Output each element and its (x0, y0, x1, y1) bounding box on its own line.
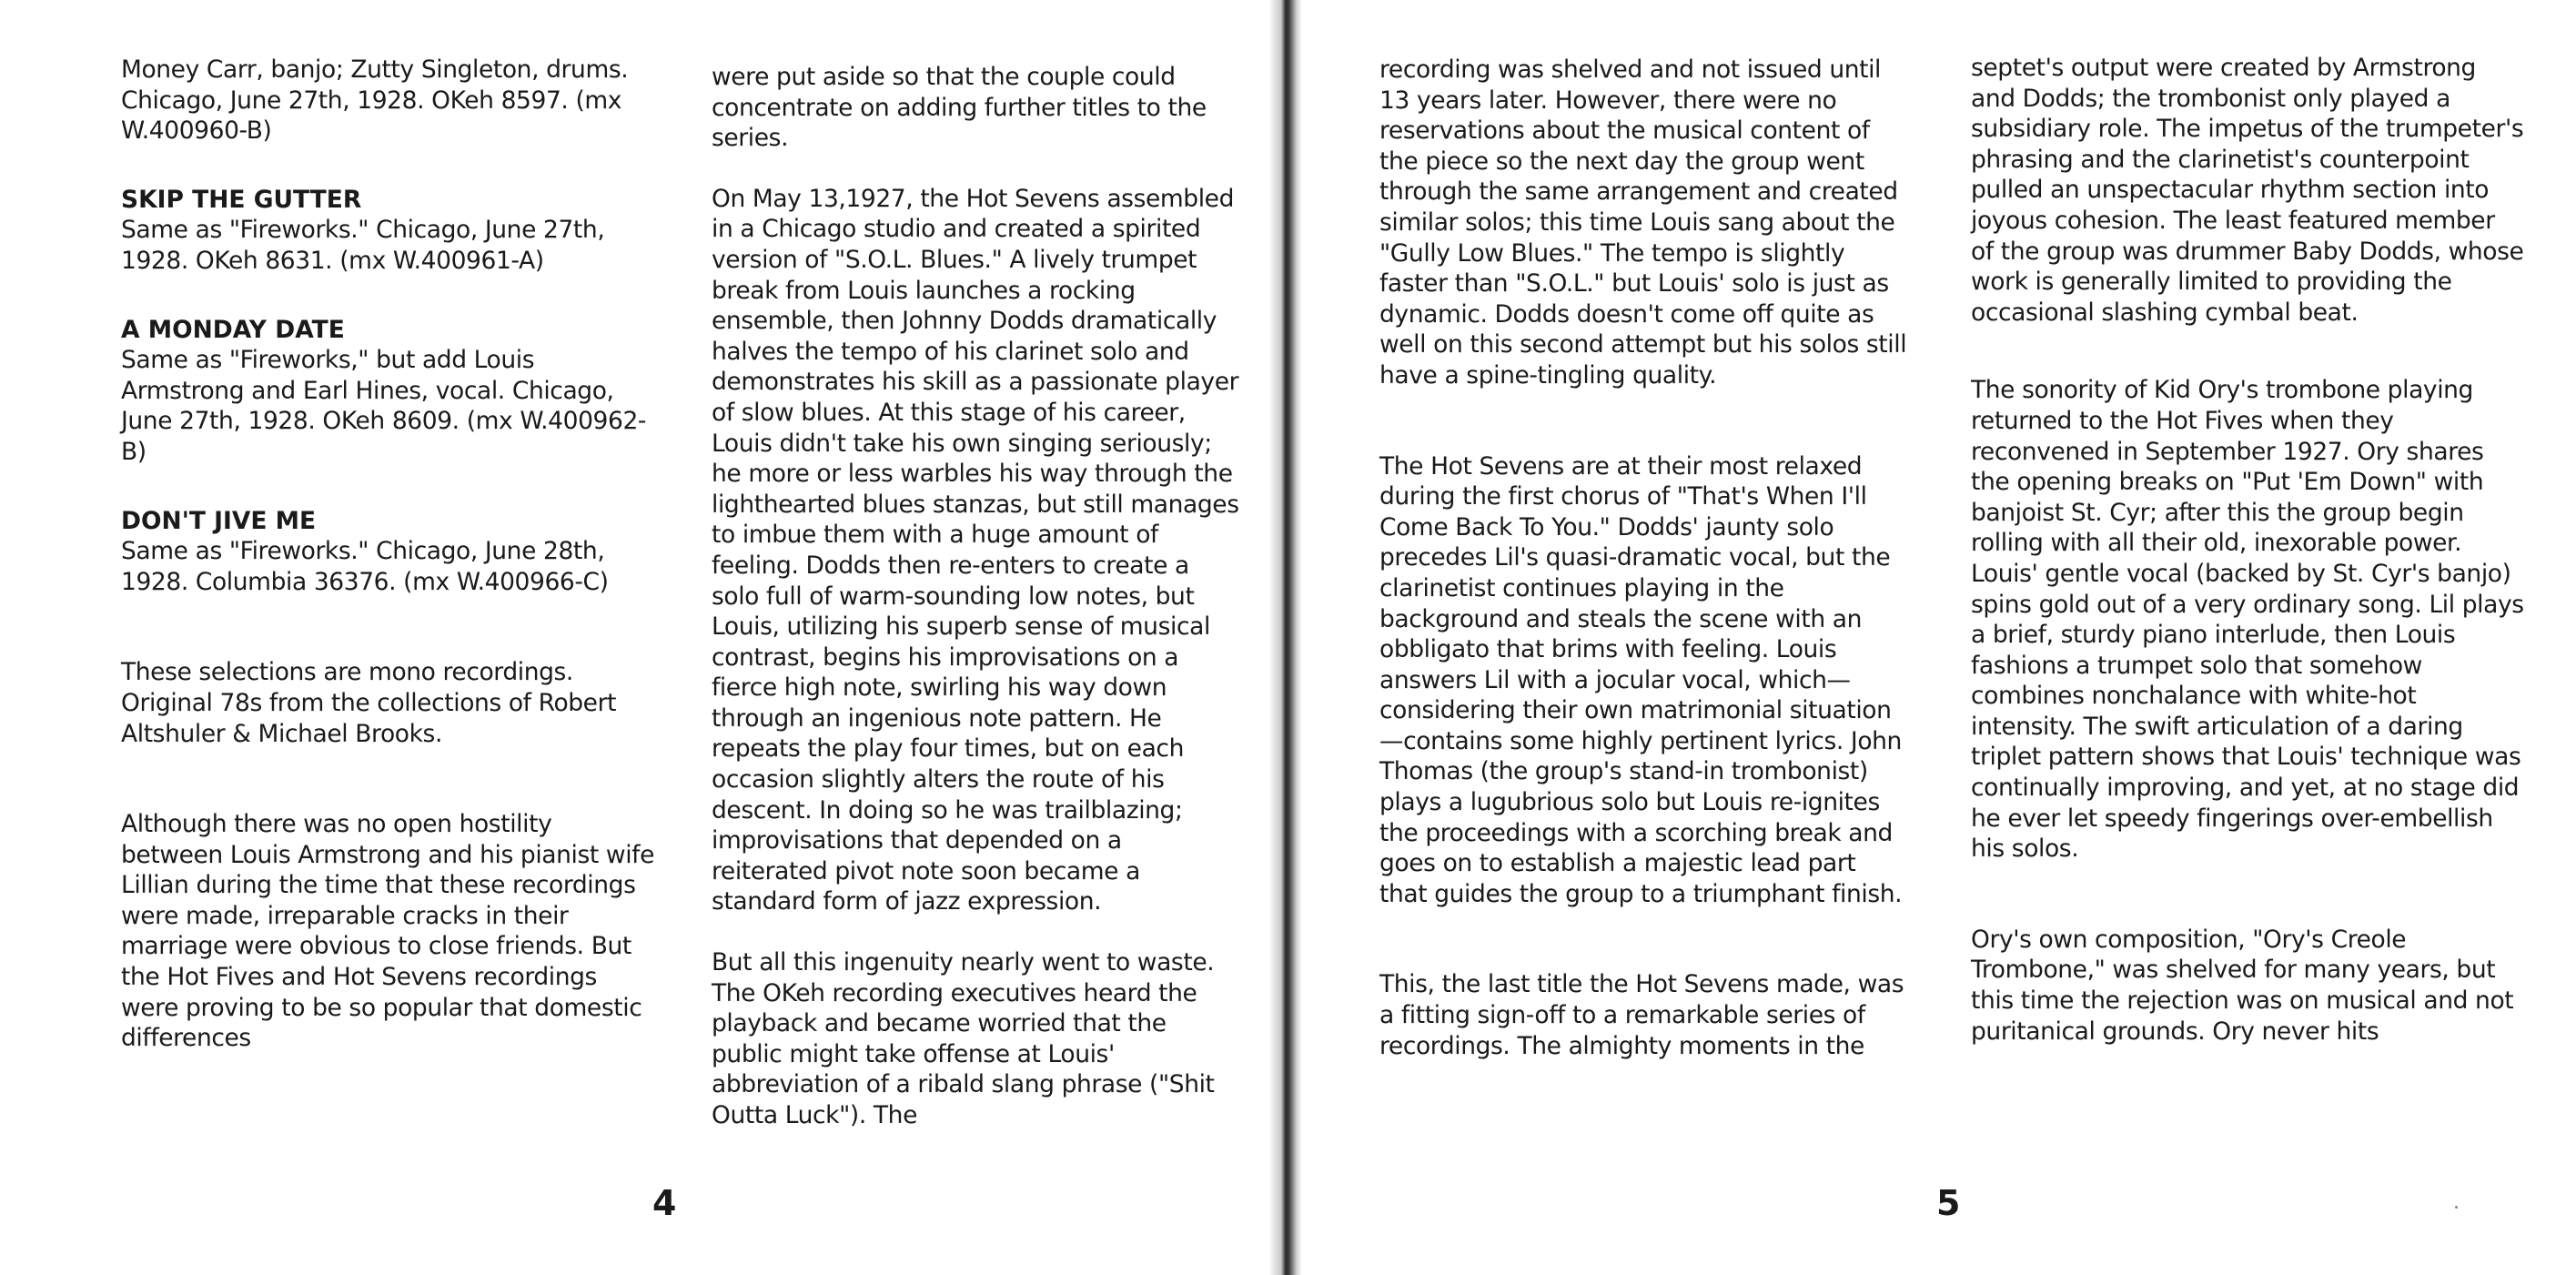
body-paragraph: were put aside so that the couple could concentrate on adding further titles to the series. (712, 63, 1207, 153)
left-column-1 (121, 55, 658, 1054)
right-column-2 (1971, 53, 2524, 1047)
body-paragraph: But all this ingenuity nearly went to waste. The OKeh recording executives heard the playback and became worried that the public might take offense at Louis' abbreviation of a ribald slang phrase ("Shit Outta Luck"). The (712, 948, 1215, 1129)
right-column-1 (1379, 55, 1907, 1061)
scan-speck (2455, 1206, 2458, 1209)
page-5 (1301, 0, 2576, 1275)
page-number: 4 (652, 1183, 677, 1223)
body-paragraph: On May 13,1927, the Hot Sevens assembled in a Chicago studio and created a spirited version of "S.O.L. Blues." A lively trumpet break from Louis launches a rocking ensemble, then Johnny Dodds dramatically halves the tempo of his clarinet solo and demonstrates his skill as a passionate player of slow blues. At this stage of his career, Louis didn't take his own singing seriously; he more or less warbles his way through the lighthearted blues stanzas, but still manages to imbue them with a huge amount of feeling. Dodds then re-enters to create a solo full of warm-sounding low notes, but Louis, utilizing his superb sense of musical contrast, begins his improvisations on a fierce high note, swirling his way down through an ingenious note pattern. He repeats the play four times, but on each occasion slightly alters the route of his descent. In doing so he was trailblazing; improvisations that depended on a reiterated pivot note soon became a standard form of jazz expression. (712, 184, 1239, 916)
body-paragraph: Although there was no open hostility between Louis Armstrong and his pianist wife Lillian during the time that these recordings were made, irreparable cracks in their marriage were obvious to close friends. But the Hot Fives and Hot Sevens recordings were proving to be so popular that domestic differences (121, 810, 654, 1053)
track-title: DON'T JIVE ME (121, 506, 317, 535)
page-number: 5 (1936, 1183, 1961, 1223)
track-title: SKIP THE GUTTER (121, 185, 362, 214)
left-column-2 (712, 62, 1243, 1131)
book-gutter (1270, 0, 1301, 1275)
body-paragraph: Ory's own composition, "Ory's Creole Trombone," was shelved for many years, but this time the rejection was on musical and not puritanical grounds. Ory never hits (1971, 925, 2514, 1046)
track-credit: Same as "Fireworks," but add Louis Armstrong and Earl Hines, vocal. Chicago, June 27th, 1928. OKeh 8609. (mx W.400962-B) (121, 346, 647, 466)
body-paragraph: recording was shelved and not issued until 13 years later. However, there were no reservations about the musical content of the piece so the next day the group went through the same arrangement and created similar solos; this time Louis sang about the "Gully Low Blues." The tempo is slightly faster than "S.O.L." but Louis' solo is just as dynamic. Dodds doesn't come off quite as well on this second attempt but his solos still have a spine-tingling quality. (1379, 56, 1907, 390)
credit-text: Money Carr, banjo; Zutty Singleton, drums. Chicago, June 27th, 1928. OKeh 8597. (mx W.400960-B) (121, 56, 629, 146)
body-paragraph: This, the last title the Hot Sevens made, was a fitting sign-off to a remarkable series of recordings. The almighty moments in the (1379, 970, 1904, 1060)
body-paragraph: septet's output were created by Armstrong and Dodds; the trombonist only played a subsidiary role. The impetus of the trumpeter's phrasing and the clarinetist's counterpoint pulled an unspectacular rhythm section into joyous cohesion. The least featured member of the group was drummer Baby Dodds, whose work is generally limited to providing the occasional slashing cymbal beat. (1971, 54, 2524, 327)
track-credit: Same as "Fireworks." Chicago, June 28th, 1928. Columbia 36376. (mx W.400966-C) (121, 537, 609, 596)
page-4 (0, 0, 1274, 1275)
track-credit: Same as "Fireworks." Chicago, June 27th, 1928. OKeh 8631. (mx W.400961-A) (121, 216, 605, 275)
track-title: A MONDAY DATE (121, 315, 345, 344)
body-paragraph: The sonority of Kid Ory's trombone playing returned to the Hot Fives when they reconvened in September 1927. Ory shares the opening breaks on "Put 'Em Down" with banjoist St. Cyr; after this the group begin rolling with all their old, inexorable power. Louis' gentle vocal (backed by St. Cyr's banjo) spins gold out of a very ordinary song. Lil plays a brief, sturdy piano interlude, then Louis fashions a trumpet solo that somehow combines nonchalance with white-hot intensity. The swift articulation of a daring triplet pattern shows that Louis' technique was continually improving, and yet, at no stage did he ever let speedy fingerings over-embellish his solos. (1971, 376, 2524, 864)
mono-note: These selections are mono recordings. Original 78s from the collections of Robert Altshuler & Michael Brooks. (121, 658, 617, 748)
body-paragraph: The Hot Sevens are at their most relaxed during the first chorus of "That's When I'll Come Back To You." Dodds' jaunty solo precedes Lil's quasi-dramatic vocal, but the clarinetist continues playing in the background and steals the scene with an obbligato that brims with feeling. Louis answers Lil with a jocular vocal, which—considering their own matrimonial situation—contains some highly pertinent lyrics. John Thomas (the group's stand-in trombonist) plays a lugubrious solo but Louis re-ignites the proceedings with a scorching break and goes on to establish a majestic lead part that guides the group to a triumphant finish. (1379, 451, 1903, 908)
